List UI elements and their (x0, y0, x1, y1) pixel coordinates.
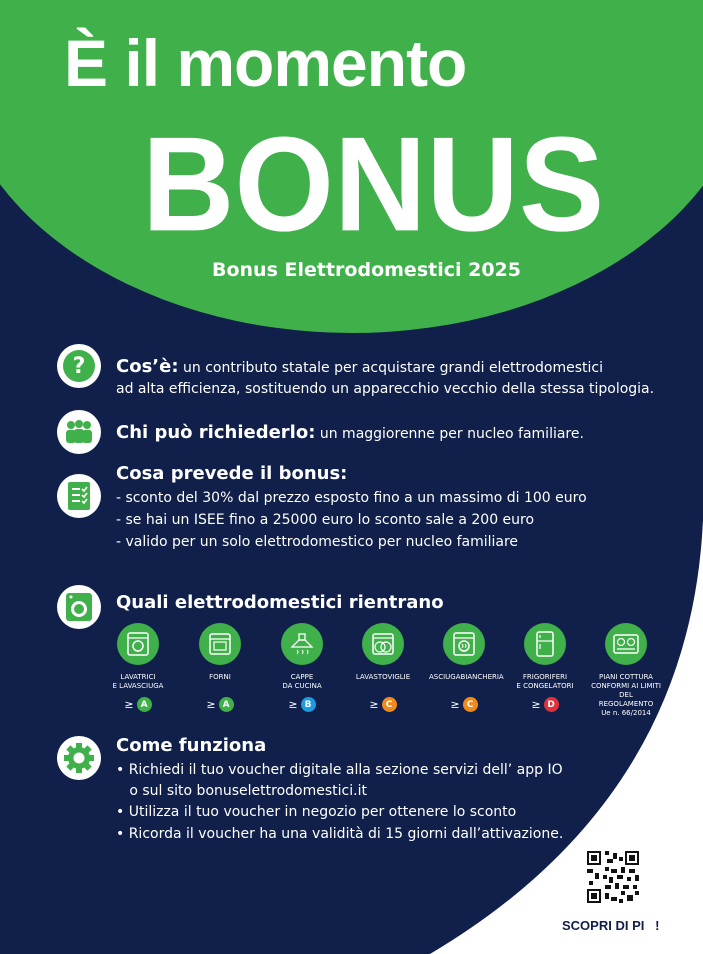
cose-line1 (116, 356, 603, 379)
energy-class-badge: A (137, 697, 152, 712)
energy-class-badge: D (544, 697, 559, 712)
come-item-1: • Richiedi il tuo voucher digitale alla sezione servizi dell’ app IO (116, 762, 563, 778)
appliance-label: CONFORMI AI LIMITI (591, 682, 661, 690)
washing-machine-icon (117, 623, 159, 665)
appliance-frigoriferi (510, 623, 580, 712)
gear-icon (57, 736, 101, 780)
headline-bonus: BONUS (142, 109, 605, 260)
come-item-2: o sul sito bonuselettrodomestici.it (116, 783, 367, 799)
energy-class-badge: C (463, 697, 478, 712)
dryer-icon (443, 623, 485, 665)
cose-title: Cos’è: (116, 356, 179, 377)
appliance-forni (185, 623, 255, 712)
dishwasher-icon (362, 623, 404, 665)
energy-class-badge: A (219, 697, 234, 712)
appliance-label: PIANI COTTURA (599, 673, 653, 681)
cosa-item-1: - sconto del 30% dal prezzo esposto fino a un massimo di 100 euro (116, 490, 587, 506)
cosa-item-3: - valido per un solo elettrodomestico per nucleo familiare (116, 534, 519, 550)
class-sign: ≥ (369, 698, 379, 711)
cose-text1: un contributo statale per acquistare grandi elettrodomestici (178, 360, 604, 376)
appliance-label: LAVASTOVIGLIE (355, 673, 411, 681)
scopri-di-piu-link[interactable]: SCOPRI DI PI ! (562, 918, 660, 933)
energy-class-badge: B (301, 697, 316, 712)
appliance-piani-cottura (591, 623, 661, 718)
appliance-label: ASCIUGABIANCHERIA (429, 673, 504, 681)
appliance-label: FORNI (209, 673, 231, 681)
class-sign: ≥ (206, 698, 216, 711)
appliance-lavastoviglie (348, 623, 418, 712)
energy-class-badge: C (382, 697, 397, 712)
appliance-label: FRIGORIFERI (522, 673, 568, 681)
come-item-4: • Ricorda il voucher ha una validità di 15 giorni dall’attivazione. (116, 826, 564, 842)
question-icon: ? (57, 344, 101, 388)
qr-code-icon[interactable] (585, 849, 641, 905)
hob-icon (605, 623, 647, 665)
chi-text: un maggiorenne per nucleo familiare. (315, 426, 584, 442)
appliance-cappe (267, 623, 337, 712)
oven-icon (199, 623, 241, 665)
appliance-label: E LAVASCIUGA (112, 682, 164, 690)
class-sign: ≥ (124, 698, 134, 711)
come-item-3: • Utilizza il tuo voucher in negozio per ottenere lo sconto (116, 804, 517, 820)
cose-text2: ad alta efficienza, sostituendo un apparecchio vecchio della stessa tipologia. (116, 381, 655, 397)
headline-subtitle: Bonus Elettrodomestici 2025 (212, 259, 521, 281)
fridge-icon (524, 623, 566, 665)
appliance-lavatrici (103, 623, 173, 712)
appliance-label: DEL REGOLAMENTO (598, 691, 654, 708)
cosa-title: Cosa prevede il bonus: (116, 463, 348, 484)
class-sign: ≥ (288, 698, 298, 711)
come-title: Come funziona (116, 735, 267, 756)
appliance-label: Ue n. 66/2014 (601, 709, 651, 717)
appliance-asciugabiancheria (429, 623, 504, 712)
hood-icon (281, 623, 323, 665)
quali-title: Quali elettrodomestici rientrano (116, 592, 444, 613)
washing-machine-icon (57, 585, 101, 629)
headline-line1: È il momento (64, 26, 467, 100)
appliance-label: CAPPE (290, 673, 314, 681)
appliance-label: LAVATRICI (120, 673, 156, 681)
class-sign: ≥ (450, 698, 460, 711)
chi-title: Chi può richiederlo: (116, 422, 316, 443)
appliance-label: E CONGELATORI (516, 682, 574, 690)
people-icon (57, 410, 101, 454)
cosa-item-2: - se hai un ISEE fino a 25000 euro lo sconto sale a 200 euro (116, 512, 535, 528)
chi-line (116, 422, 584, 445)
class-sign: ≥ (531, 698, 541, 711)
checklist-icon (57, 474, 101, 518)
appliance-label: DA CUCINA (282, 682, 322, 690)
